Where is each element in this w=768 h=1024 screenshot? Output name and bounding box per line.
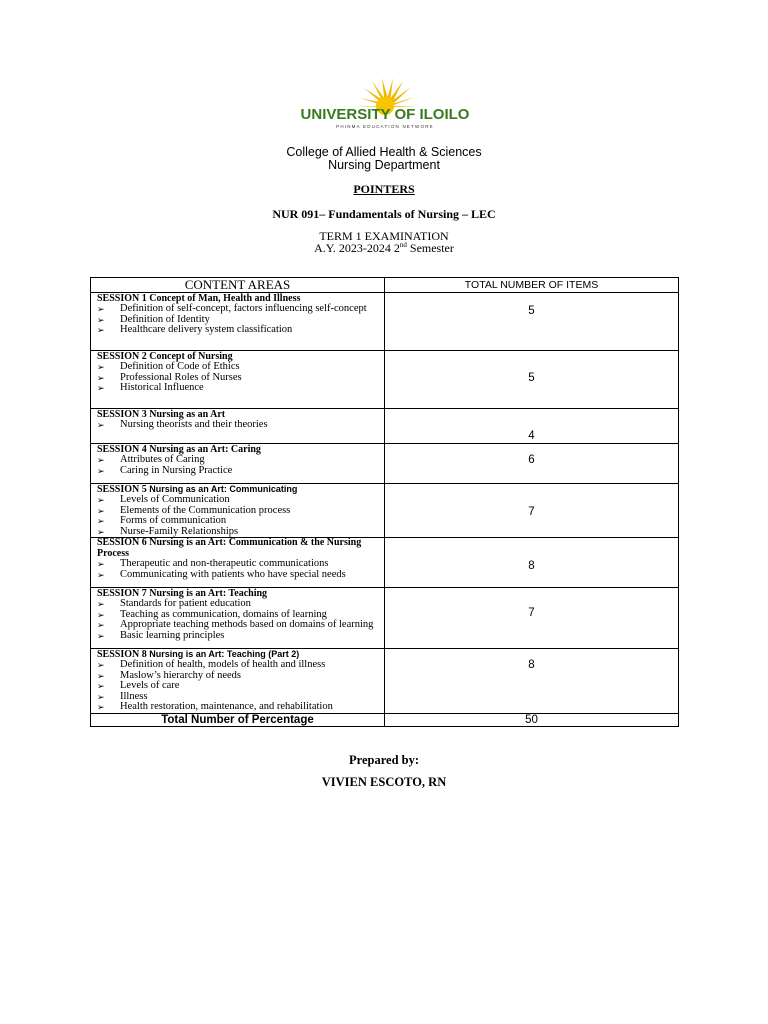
college-name: College of Allied Health & Sciences [286,145,482,159]
list-item: ➢ Nurse-Family Relationships [97,525,239,537]
university-logo [300,76,470,132]
arrow-bullet-icon: ➢ [97,609,105,620]
prepared-by-label: Prepared by: [348,753,420,767]
list-item: ➢ Definition of Code of Ethics [97,361,240,372]
arrow-bullet-icon: ➢ [97,702,105,712]
total-label: Total Number of Percentage [161,713,314,726]
topic-list [91,599,384,641]
session-title: SESSION 3 Nursing as an Art [97,409,226,420]
content-areas-table [90,277,679,727]
list-item: ➢ Caring in Nursing Practice [97,464,233,476]
session-title: SESSION 6 Nursing is an Art: Communication & the Nursing Process [97,537,362,559]
arrow-bullet-icon: ➢ [97,599,105,609]
item-count: 5 [528,305,535,317]
list-item: ➢ Illness [97,690,148,702]
list-item: ➢ Health restoration, maintenance, and rehabilitation [97,701,333,712]
arrow-bullet-icon: ➢ [97,314,105,325]
table-row [91,444,679,484]
arrow-bullet-icon: ➢ [97,630,105,641]
table-row [91,409,679,444]
arrow-bullet-icon: ➢ [97,495,105,505]
arrow-bullet-icon: ➢ [97,620,105,630]
table-header-row [91,278,679,293]
item-count: 6 [528,454,535,466]
list-item: ➢ Forms of communication [97,515,227,526]
table-row [91,649,679,714]
list-item: ➢ Definition of self-concept, factors influencing self-concept [97,303,367,314]
arrow-bullet-icon: ➢ [97,455,105,465]
arrow-bullet-icon: ➢ [97,304,105,314]
list-item: ➢ Elements of the Communication process [97,504,291,516]
session-title: SESSION 7 Nursing is an Art: Teaching [97,588,268,599]
table-row [91,588,679,649]
course-title: NUR 091– Fundamentals of Nursing – LEC [272,207,496,221]
exam-title: TERM 1 EXAMINATION [319,229,449,243]
topic-list [91,420,384,431]
session-title: SESSION 8 Nursing is an Art: Teaching (Part 2) [97,649,300,660]
arrow-bullet-icon: ➢ [97,362,105,372]
table-row [91,484,679,538]
list-item: ➢ Professional Roles of Nurses [97,371,242,383]
list-item: ➢ Levels of care [97,680,180,691]
arrow-bullet-icon: ➢ [97,325,105,335]
topic-list [91,559,384,580]
svg-text:UNIVERSITY OF ILOILO: UNIVERSITY OF ILOILO [300,106,470,123]
arrow-bullet-icon: ➢ [97,383,105,393]
list-item: ➢ Healthcare delivery system classification [97,324,293,335]
arrow-bullet-icon: ➢ [97,660,105,670]
arrow-bullet-icon: ➢ [97,691,105,702]
arrow-bullet-icon: ➢ [97,526,105,537]
table-row [91,538,679,588]
list-item: ➢ Maslow’s hierarchy of needs [97,669,242,681]
arrow-bullet-icon: ➢ [97,681,105,691]
list-item: ➢ Definition of health, models of health and illness [97,659,326,670]
session-title: SESSION 2 Concept of Nursing [97,351,233,362]
arrow-bullet-icon: ➢ [97,372,105,383]
arrow-bullet-icon: ➢ [97,420,105,430]
total-value: 50 [525,713,538,726]
arrow-bullet-icon: ➢ [97,670,105,681]
list-item: ➢ Definition of Identity [97,313,210,325]
total-items-header: TOTAL NUMBER OF ITEMS [464,279,599,291]
list-item: ➢ Historical Influence [97,382,204,393]
item-count: 8 [528,560,535,572]
table-row [91,351,679,409]
topic-list [91,304,384,336]
session-title: SESSION 4 Nursing as an Art: Caring [97,444,261,455]
item-count: 7 [528,607,535,619]
session-title: SESSION 1 Concept of Man, Health and Illness [97,293,301,304]
department-name: Nursing Department [328,158,440,172]
list-item: ➢ Basic learning principles [97,629,225,641]
pointers-title: POINTERS [353,182,415,196]
arrow-bullet-icon: ➢ [97,559,105,569]
arrow-bullet-icon: ➢ [97,516,105,526]
topic-list [91,495,384,537]
table-row [91,293,679,351]
content-areas-header: CONTENT AREAS [184,277,291,292]
list-item: ➢ Levels of Communication [97,494,230,505]
topic-list [91,362,384,394]
list-item: ➢ Standards for patient education [97,598,251,609]
list-item: ➢ Teaching as communication, domains of learning [97,608,327,620]
item-count: 8 [528,659,535,671]
arrow-bullet-icon: ➢ [97,505,105,516]
topic-list [91,455,384,476]
academic-year: A.Y. 2023-2024 2nd Semester [314,241,454,255]
list-item: ➢ Communicating with patients who have special needs [97,568,346,580]
item-count: 4 [528,430,535,442]
list-item: ➢ Nursing theorists and their theories [97,419,268,430]
list-item: ➢ Attributes of Caring [97,454,205,465]
item-count: 7 [528,506,535,518]
arrow-bullet-icon: ➢ [97,569,105,580]
table-footer-row [91,713,679,726]
list-item: ➢ Appropriate teaching methods based on domains of learning [97,619,374,630]
item-count: 5 [528,372,535,384]
svg-text:PHINMA EDUCATION NETWORK: PHINMA EDUCATION NETWORK [336,124,434,129]
preparer-name: VIVIEN ESCOTO, RN [321,775,447,789]
session-title: SESSION 5 Nursing as an Art: Communicating [97,484,298,495]
arrow-bullet-icon: ➢ [97,465,105,476]
topic-list [91,660,384,713]
sun-logo-icon [300,76,470,132]
list-item: ➢ Therapeutic and non-therapeutic communications [97,558,329,569]
